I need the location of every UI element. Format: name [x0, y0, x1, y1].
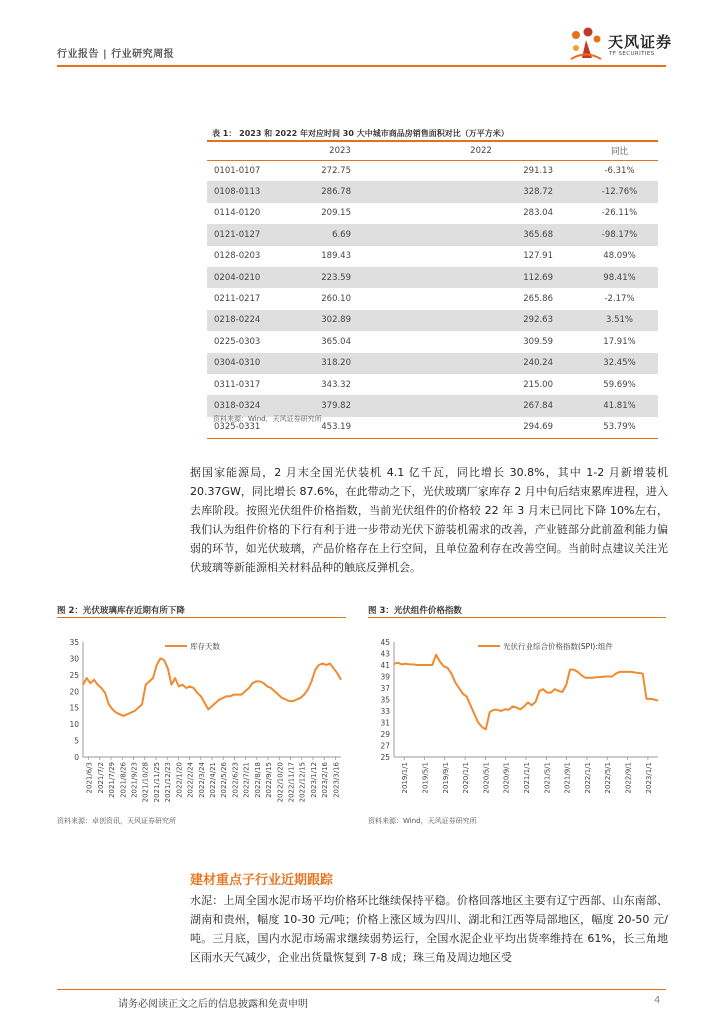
x-tick-label: 2022/4/21 [209, 762, 217, 798]
x-tick-label: 2022/1/20 [175, 762, 184, 798]
table-cell: 17.91% [603, 336, 636, 347]
series-line [394, 655, 658, 730]
table-cell: 365.04 [321, 336, 351, 347]
x-tick-label: 2022/6/23 [231, 762, 240, 798]
table-cell: 41.81% [581, 395, 658, 416]
x-tick-label: 2022/3/24 [197, 762, 206, 798]
table-row [207, 353, 658, 374]
table-cell: 379.82 [299, 395, 381, 416]
table-cell: 267.84 [381, 395, 581, 416]
x-tick-label: 2021/12/23 [164, 762, 173, 803]
table-cell: 48.09% [603, 251, 636, 262]
x-tick-label: 2021/11/25 [152, 762, 161, 803]
logo-text: 天风证券 [608, 33, 673, 51]
x-tick-label: 2021/10/28 [141, 762, 150, 803]
logo-subtext: TF SECURITIES [609, 51, 655, 57]
y-tick-label: 30 [69, 654, 79, 664]
table-header-cell: 同比 [581, 141, 658, 160]
x-tick-label: 2021/8/26 [119, 762, 128, 798]
page-number: 4 [654, 995, 661, 1006]
table-cell: 112.69 [381, 267, 581, 288]
table-row [207, 267, 658, 288]
x-tick-label: 2019/1/1 [401, 762, 410, 794]
footer-divider [57, 989, 666, 990]
sales-area-table [207, 140, 658, 439]
y-tick-label: 37 [380, 684, 390, 693]
table-source: 资料来源：Wind，天风证券研究所 [213, 415, 322, 423]
table-cell: 0211-0217 [214, 294, 261, 305]
x-tick-label: 2021/5/1 [543, 762, 552, 794]
table-cell: 0318-0324 [207, 395, 299, 416]
y-tick-label: 15 [69, 703, 79, 713]
x-tick-label: 2022/11/17 [287, 762, 296, 803]
footer-disclaimer: 请务必阅读正文之后的信息披露和免责申明 [118, 999, 308, 1010]
table-cell: -2.17% [604, 294, 635, 305]
paragraph-solar: 据国家能源局，2 月末全国光伏装机 4.1 亿千瓦，同比增长 30.8%，其中 1-2 月新增装机 20.37GW，同比增长 87.6%，在此带动之下，光伏玻璃厂家库存 2 月中旬后结束累库进程，进入去库阶段。按照光伏组件价格指数，当前光伏组件的价格较 22 年 3 月末已同比下降 10%左右，我们认为组件价格的下行有利于进一步带动光伏下游装机需求的改善，产业链部分此前盈利能力偏弱的环节，如光伏玻璃，产品价格存在上行空间，且单位盈利存在改善空间。当前时点建议关注光伏玻璃等新能源相关材料品种的触底反弹机会。 [190, 466, 668, 574]
table-cell: -98.17% [581, 224, 658, 245]
x-tick-label: 2022/10/20 [276, 762, 285, 803]
table-cell: 223.59 [299, 267, 381, 288]
x-tick-label: 2021/9/23 [130, 762, 139, 798]
x-tick-label: 2019/9/1 [441, 762, 450, 794]
table-cell: 127.91 [523, 251, 553, 262]
x-tick-label: 2022/7/21 [242, 762, 251, 798]
header-divider [57, 65, 666, 67]
y-tick-label: 29 [380, 730, 390, 739]
x-tick-label: 2023/3/16 [332, 762, 341, 798]
figure2-chart [57, 620, 347, 812]
y-tick-label: 25 [380, 753, 390, 762]
table-cell: 309.59 [523, 336, 553, 347]
table-row [207, 181, 658, 202]
x-tick-label: 2019/5/1 [421, 762, 430, 794]
table-cell: 0121-0127 [207, 224, 299, 245]
table-cell: 0108-0113 [207, 181, 299, 202]
y-tick-label: 35 [380, 695, 390, 705]
table-cell: 286.78 [299, 181, 381, 202]
y-tick-label: 25 [69, 670, 79, 680]
x-tick-label: 2021/9/1 [563, 762, 572, 794]
table-cell: 318.20 [299, 353, 381, 374]
x-tick-label: 2023/2/16 [321, 762, 330, 798]
table-row [207, 160, 658, 181]
table-cell: 292.63 [381, 310, 581, 331]
company-logo [568, 26, 678, 64]
table-cell: 291.13 [523, 165, 553, 176]
table-row [207, 224, 658, 245]
table-row [207, 374, 658, 395]
table-cell: 0325-0331 [207, 417, 299, 438]
table-cell: 0311-0317 [214, 379, 261, 390]
table-cell: 6.69 [299, 224, 381, 245]
table-header-cell [207, 141, 299, 160]
y-tick-label: 5 [74, 736, 79, 746]
table-cell: 365.68 [381, 224, 581, 245]
figure3-chart [368, 620, 666, 812]
table-cell: 189.43 [321, 251, 351, 262]
table-cell: 265.86 [523, 294, 553, 305]
figure3-divider [368, 617, 666, 618]
table-cell: 453.19 [299, 417, 381, 438]
x-tick-label: 2022/9/1 [624, 762, 633, 794]
table-cell: 3.51% [581, 310, 658, 331]
table-cell: 215.00 [523, 379, 553, 390]
table-cell: 0225-0303 [214, 336, 261, 347]
table-cell: 283.04 [523, 208, 553, 219]
table-row [207, 331, 658, 352]
figure3-source: 资料来源：Wind，天风证券研究所 [368, 817, 477, 825]
table-header-row [207, 141, 658, 160]
table-cell: -6.31% [604, 165, 635, 176]
table-cell: 240.24 [381, 353, 581, 374]
y-tick-label: 45 [380, 638, 390, 647]
table-row [207, 288, 658, 309]
table-cell: 0128-0203 [214, 251, 261, 262]
table-cell: 98.41% [581, 267, 658, 288]
y-tick-label: 35 [69, 638, 79, 647]
y-tick-label: 10 [69, 720, 79, 730]
figure2-divider [57, 617, 346, 618]
table-cell: 53.79% [581, 417, 658, 438]
y-tick-label: 0 [74, 753, 79, 762]
table-cell: 302.89 [299, 310, 381, 331]
table-cell: 294.69 [381, 417, 581, 438]
y-tick-label: 31 [380, 718, 390, 728]
x-tick-label: 2021/1/1 [523, 762, 531, 794]
x-tick-label: 2022/12/15 [298, 762, 307, 803]
figure2-title: 图 2：光伏玻璃库存近期有所下降 [57, 606, 185, 616]
x-tick-label: 2022/8/18 [253, 762, 262, 798]
x-tick-label: 2021/6/3 [85, 762, 94, 794]
table-cell: -26.11% [601, 208, 638, 219]
table-cell: 209.15 [321, 208, 351, 219]
x-tick-label: 2023/1/12 [309, 762, 318, 798]
y-tick-label: 43 [380, 649, 390, 659]
table-cell: 260.10 [321, 294, 351, 305]
x-tick-label: 2023/1/1 [644, 762, 653, 794]
x-tick-label: 2022/5/1 [604, 762, 613, 794]
series-line [83, 658, 341, 716]
table-row [207, 246, 658, 267]
y-tick-label: 33 [380, 707, 390, 716]
table-cell: 328.72 [381, 181, 581, 202]
table-cell: 59.69% [603, 379, 636, 390]
table-title: 表 1： 2023 和 2022 年对应时间 30 大中城市商品房销售面积对比（万平方米） [212, 129, 509, 138]
section-title: 建材重点子行业近期跟踪 [190, 873, 334, 888]
table-cell: 272.75 [321, 165, 351, 176]
x-tick-label: 2020/1/1 [462, 762, 471, 794]
table-header-cell: 2022 [381, 141, 581, 160]
logo-icon [568, 26, 604, 64]
x-tick-label: 2022/2/24 [186, 762, 195, 798]
y-tick-label: 27 [380, 741, 390, 751]
legend-label: 光伏行业综合价格指数(SPI):组件 [503, 642, 613, 651]
x-tick-label: 2020/9/1 [502, 762, 511, 794]
table-cell: 0218-0224 [207, 310, 299, 331]
legend-label: 库存天数 [190, 642, 220, 651]
x-tick-label: 2022/1/1 [583, 762, 592, 794]
x-tick-label: 2020/5/1 [482, 762, 491, 794]
x-tick-label: 2022/5/26 [220, 762, 229, 798]
x-tick-label: 2021/7/2 [96, 762, 105, 794]
table-cell: 0204-0210 [207, 267, 299, 288]
table-cell: -12.76% [581, 181, 658, 202]
table-cell: 343.32 [321, 379, 351, 390]
figure3-title: 图 3：光伏组件价格指数 [368, 606, 462, 616]
y-tick-label: 20 [69, 687, 79, 697]
y-tick-label: 39 [380, 672, 390, 682]
x-tick-label: 2022/9/15 [265, 762, 274, 798]
x-tick-label: 2021/7/29 [108, 762, 117, 798]
report-type-label: 行业报告 | 行业研究周报 [57, 49, 175, 60]
table-cell: 0101-0107 [214, 165, 261, 176]
table-cell: 32.45% [581, 353, 658, 374]
figure2-source: 资料来源：卓创资讯，天风证券研究所 [57, 817, 176, 825]
table-header-cell: 2023 [299, 141, 381, 160]
table-row [207, 203, 658, 224]
table-row [207, 310, 658, 331]
paragraph-cement: 水泥：上周全国水泥市场平均价格环比继续保持平稳。价格回落地区主要有辽宁西部、山东南部、湖南和贵州，幅度 10-30 元/吨；价格上涨区域为四川、湖北和江西等局部地区，幅度 20-50 元/吨。三月底，国内水泥市场需求继续弱势运行，全国水泥企业平均出货率维持在 61%，长三角地区雨水天气减少，企业出货量恢复到 7-8 成；珠三角及周边地区受 [190, 894, 668, 964]
table-cell: 0114-0120 [214, 208, 261, 219]
y-tick-label: 41 [380, 661, 390, 670]
table-cell: 0304-0310 [207, 353, 299, 374]
